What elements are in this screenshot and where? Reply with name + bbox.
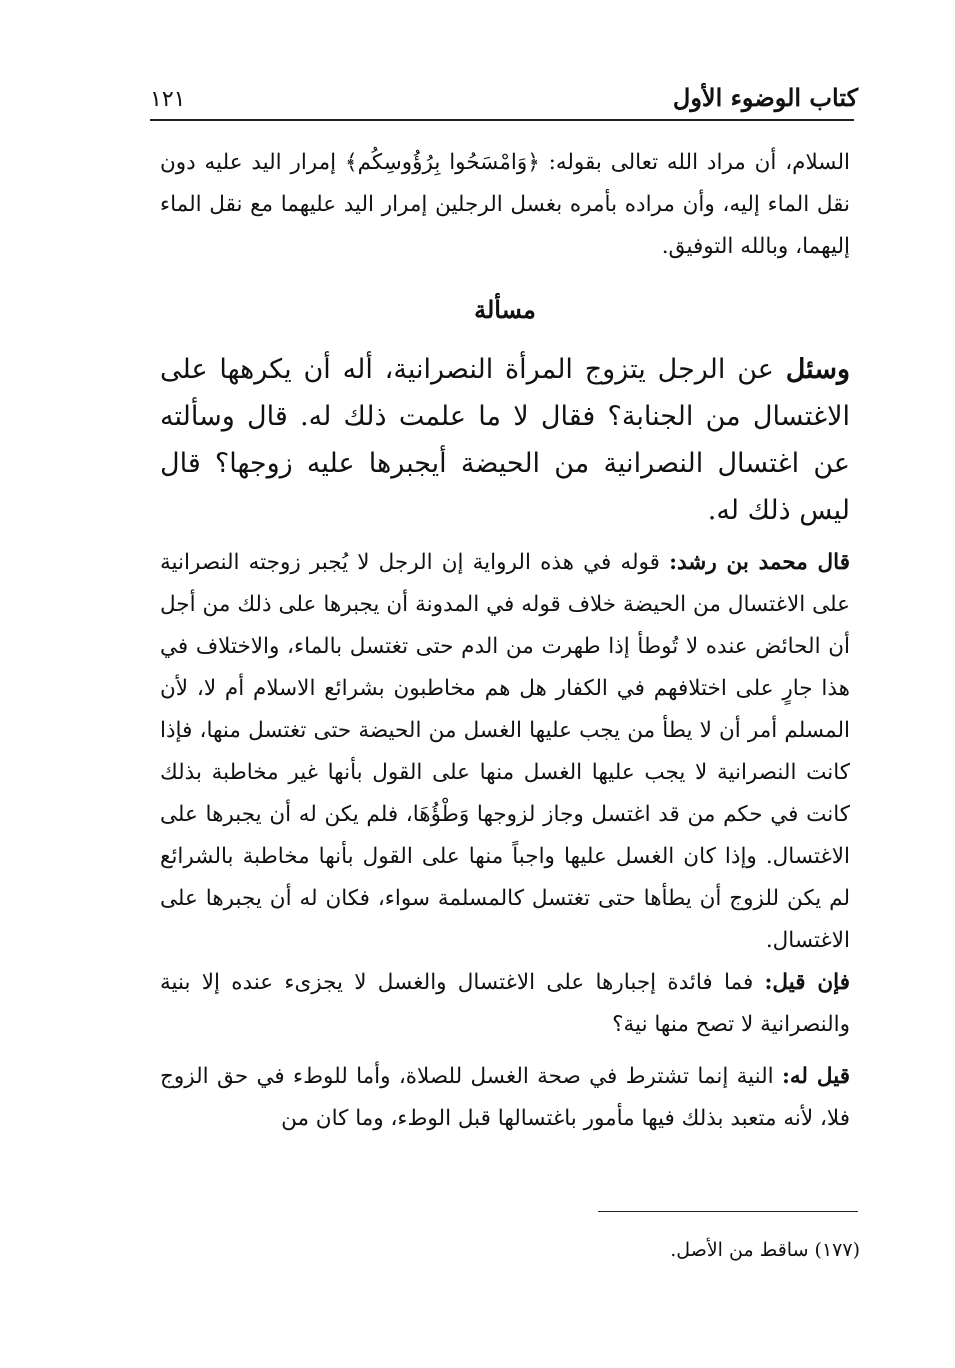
objection-lead: فإن قيل: [764,970,850,995]
question-text: عن الرجل يتزوج المرأة النصرانية، أله أن يكرهها على الاغتسال من الجنابة؟ فقال لا ما علمت ذلك له. قال وسألته عن اغتسال النصرانية من الحيضة أيجبرها عليه زوجها؟ قال ليس ذلك له. [160,354,850,526]
reply-paragraph [160,1056,850,1140]
commentary-paragraph [160,542,850,962]
reply-text: النية إنما تشترط في صحة الغسل للصلاة، وأما للوطء في حق الزوج فلا، لأنه متعبد بذلك فيها مأمور باغتسالها قبل الوطء، وما كان من [160,1064,850,1131]
footnote-divider [598,1211,858,1212]
objection-text: فما فائدة إجبارها على الاغتسال والغسل لا يجزىء عنده إلا بنية والنصرانية لا تصح منها نية؟ [160,970,850,1037]
header-divider [150,119,854,121]
main-text [160,142,850,1140]
question-lead: وسئل [785,354,850,385]
footnote: (١٧٧) ساقط من الأصل. [670,1239,860,1261]
commentary-lead: قال محمد بن رشد: [669,550,851,575]
page-number: ١٢١ [150,87,186,112]
paragraph-text: السلام، أن مراد الله تعالى بقوله: ﴿وَامْسَحُوا بِرُؤُوسِكُم﴾ إمرار اليد عليه دون نقل الماء إليه، وأن مراده بأمره بغسل الرجلين إمرار اليد عليهما مع نقل الماء إليهما، وبالله التوفيق. [160,150,850,259]
running-header-title: كتاب الوضوء الأول [672,83,858,112]
objection-paragraph [160,962,850,1046]
reply-lead: قيل له: [781,1064,850,1089]
question-paragraph [160,346,850,534]
section-heading: مسألة [474,295,536,324]
commentary-text: قوله في هذه الرواية إن الرجل لا يُجبر زوجته النصرانية على الاغتسال من الحيضة خلاف قوله في المدونة أن يجبرها على ذلك من أجل أن الحائض عنده لا تُوطأ إذا طهرت من الدم حتى تغتسل بالماء، والاختلاف في هذا جارٍ على اختلافهم في الكفار هل هم مخاطبون بشرائع الاسلام أم لا، لأن المسلم أمر أن لا يطأ من يجب عليها الغسل من الحيضة حتى تغتسل منها، فإذا كانت النصرانية لا يجب عليها الغسل منها على القول بأنها غير مخاطبة بذلك كانت في حكم من قد اغتسل وجاز لزوجها وَطْؤُهَا، فلم يكن له أن يجبرها على الاغتسال. وإذا كان الغسل عليها واجباً منها على القول بأنها مخاطبة بالشرائع لم يكن للزوج أن يطأها حتى تغتسل كالمسلمة سواء، فكان له أن يجبرها على الاغتسال. [160,550,850,953]
paragraph-continuation [160,142,850,268]
